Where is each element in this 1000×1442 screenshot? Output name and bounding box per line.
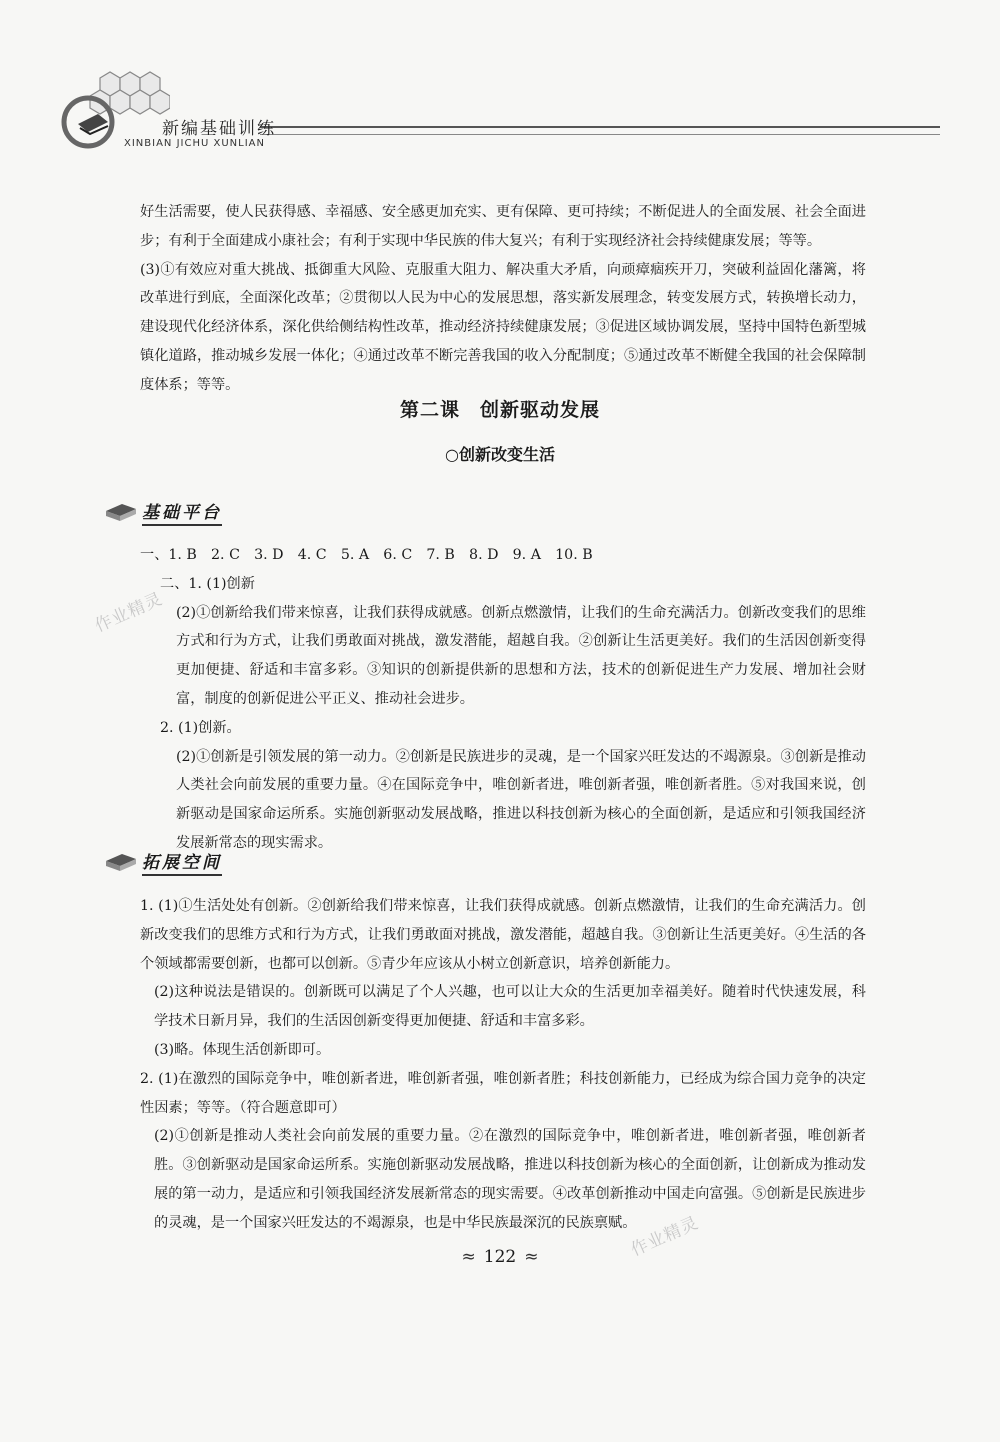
extension-content xyxy=(140,892,866,1238)
section-label: 拓展空间 xyxy=(142,848,222,876)
watermark: 作业精灵 xyxy=(628,1213,702,1261)
ornament-left: ≈ xyxy=(461,1247,476,1267)
header-rule xyxy=(260,126,940,135)
intro-paragraph-2: (3)①有效应对重大挑战、抵御重大风险、克服重大阻力、解决重大矛盾，向顽瘴痼疾开刀，突破利益固化藩篱，将改革进行到底，全面深化改革；②贯彻以人民为中心的发展思想，落实新发展理念，转变发展方式，转换增长动力，建设现代化经济体系，深化供给侧结构性改革，推动经济持续健康发展；③促进区域协调发展，坚持中国特色新型城镇化道路，推动城乡发展一体化；④通过改革不断完善我国的收入分配制度；⑤通过改革不断健全我国的社会保障制度体系；等等。 xyxy=(140,261,866,393)
page-number xyxy=(450,1242,550,1272)
book-series-pinyin: XINBIAN JICHU XUNLIAN xyxy=(124,138,265,149)
page-header xyxy=(60,70,940,160)
q2-part2: (2)①创新是引领发展的第一动力。②创新是民族进步的灵魂，是一个国家兴旺发达的不竭源泉。③创新是推动人类社会向前发展的重要力量。④在国际竞争中，唯创新者进，唯创新者强，唯创新者胜。⑤对我国来说，创新驱动是国家命运所系。实施创新驱动发展战略，推进以科技创新为核心的全面创新，是适应和引领我国经济发展新常态的现实需求。 xyxy=(176,748,866,851)
ext-paragraph-5: (2)①创新是推动人类社会向前发展的重要力量。②在激烈的国际竞争中，唯创新者进，唯创新者强，唯创新者胜。③创新驱动是国家命运所系。实施创新驱动发展战略，推进以科技创新为核心的全面创新，让创新成为推动发展的第一动力，是适应和引领我国经济发展新常态的现实需要。④改革创新推动中国走向富强。⑤创新是民族进步的灵魂，是一个国家兴旺发达的不竭源泉，也是中华民族最深沉的民族禀赋。 xyxy=(154,1128,866,1231)
lesson-title: 第二课 创新驱动发展 xyxy=(399,399,600,421)
ext-paragraph-1: 1. (1)①生活处处有创新。②创新给我们带来惊喜，让我们获得成就感。创新点燃激情，让我们的生命充满活力。创新改变我们的思维方式和行为方式，让我们勇敢面对挑战，激发潜能，超越自我。③创新让生活更美好。④生活的各个领域都需要创新，也都可以创新。⑤青少年应该从小树立创新意识，培养创新能力。 xyxy=(140,898,866,972)
mc-answers: 一、1. B 2. C 3. D 4. C 5. A 6. C 7. B 8. D 9. A 10. B xyxy=(140,547,593,563)
ext-paragraph-2: (2)这种说法是错误的。创新既可以满足了个人兴趣，也可以让大众的生活更加幸福美好。随着时代快速发展，科学技术日新月异，我们的生活因创新变得更加便捷、舒适和丰富多彩。 xyxy=(154,984,866,1030)
q2-part1: 2. (1)创新。 xyxy=(160,719,241,736)
intro-text xyxy=(140,198,866,400)
watermark: 作业精灵 xyxy=(92,589,166,637)
section-basic-platform-heading xyxy=(104,500,222,524)
intro-paragraph-1: 好生活需要，使人民获得感、幸福感、安全感更加充实、更有保障、更可持续；不断促进人的全面发展、社会全面进步；有利于全面建成小康社会；有利于实现中华民族的伟大复兴；有利于实现经济社会持续健康发展；等等。 xyxy=(140,204,866,249)
section-label: 基础平台 xyxy=(142,498,222,526)
book-series-title: 新编基础训练 xyxy=(162,119,276,139)
ext-paragraph-4: 2. (1)在激烈的国际竞争中，唯创新者进，唯创新者强，唯创新者胜；科技创新能力，已经成为综合国力竞争的决定性因素；等等。（符合题意即可） xyxy=(140,1070,866,1116)
ext-paragraph-3: (3)略。体现生活创新即可。 xyxy=(154,1041,331,1058)
q1-part1: 二、1. (1)创新 xyxy=(160,575,255,592)
ornament-right: ≈ xyxy=(524,1247,539,1267)
book-icon xyxy=(104,851,138,873)
basic-platform-content xyxy=(140,541,866,858)
q1-part2: (2)①创新给我们带来惊喜，让我们获得成就感。创新点燃激情，让我们的生命充满活力。创新改变我们的思维方式和行为方式，让我们勇敢面对挑战，激发潜能，超越自我。②创新让生活更美好。我们的生活因创新变得更加便捷、舒适和丰富多彩。③知识的创新提供新的思想和方法，技术的创新促进生产力发展、增加社会财富，制度的创新促进公平正义、推动社会进步。 xyxy=(176,604,866,707)
section-extension-heading xyxy=(104,850,222,874)
book-icon xyxy=(104,501,138,523)
page-number-text: 122 xyxy=(483,1247,517,1267)
sub-title: ○创新改变生活 xyxy=(445,445,555,464)
